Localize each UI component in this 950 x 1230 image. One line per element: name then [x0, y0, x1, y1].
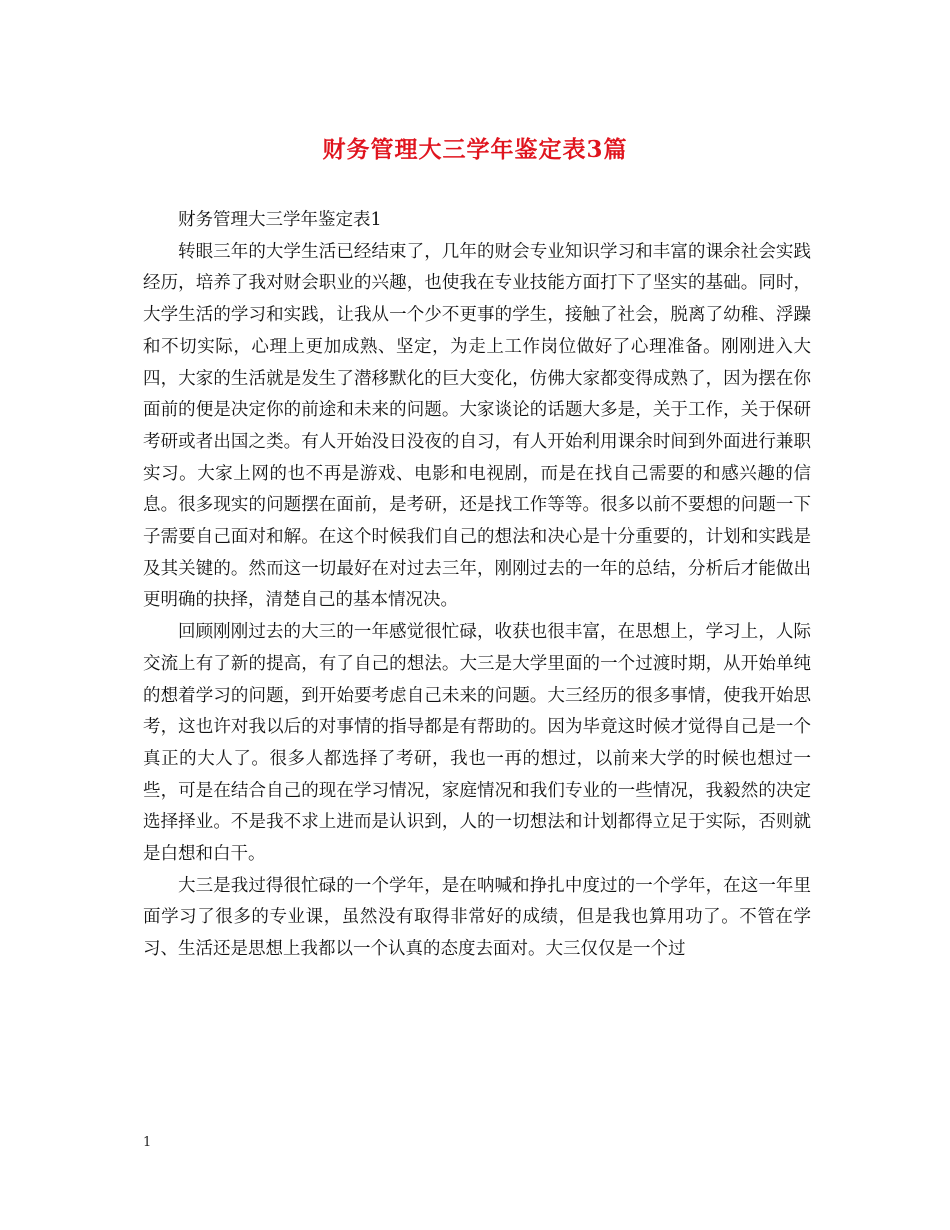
section-heading: 财务管理大三学年鉴定表1 [178, 210, 382, 230]
paragraph-1: 转眼三年的大学生活已经结束了，几年的财会专业知识学习和丰富的课余社会实践经历，培养了我对财会职业的兴趣，也使我在专业技能方面打下了坚实的基础。同时，大学生活的学习和实践，让我从一个少不更事的学生，接触了社会，脱离了幼稚、浮躁和不切实际，心理上更加成熟、坚定，为走上工作岗位做好了心理准备。刚刚进入大四，大家的生活就是发生了潜移默化的巨大变化，仿佛大家都变得成熟了，因为摆在你面前的便是决定你的前途和未来的问题。大家谈论的话题大多是，关于工作，关于保研考研或者出国之类。有人开始没日没夜的自习，有人开始利用课余时间到外面进行兼职实习。大家上网的也不再是游戏、电影和电视剧，而是在找自己需要的和感兴趣的信息。很多现实的问题摆在面前，是考研，还是找工作等等。很多以前不要想的问题一下子需要自己面对和解。在这个时候我们自己的想法和决心是十分重要的，计划和实践是及其关键的。然而这一切最好在对过去三年，刚刚过去的一年的总结，分析后才能做出更明确的抉择，清楚自己的基本情况决。 [143, 241, 811, 611]
paragraph-3: 大三是我过得很忙碌的一个学年，是在呐喊和挣扎中度过的一个学年，在这一年里面学习了很多的专业课，虽然没有取得非常好的成绩，但是我也算用功了。不管在学习、生活还是思想上我都以一个认真的态度去面对。大三仅仅是一个过 [143, 875, 811, 960]
page-number: 1 [143, 1135, 152, 1150]
document-body [143, 205, 811, 966]
paragraph-2: 回顾刚刚过去的大三的一年感觉很忙碌，收获也很丰富，在思想上，学习上，人际交流上有了新的提高，有了自己的想法。大三是大学里面的一个过渡时期，从开始单纯的想着学习的问题，到开始要考虑自己未来的问题。大三经历的很多事情，使我开始思考，这也许对我以后的对事情的指导都是有帮助的。因为毕竟这时候才觉得自己是一个真正的大人了。很多人都选择了考研，我也一再的想过，以前来大学的时候也想过一些，可是在结合自己的现在学习情况，家庭情况和我们专业的一些情况，我毅然的决定选择择业。不是我不求上进而是认识到，人的一切想法和计划都得立足于实际，否则就是白想和白干。 [143, 622, 811, 865]
document-title: 财务管理大三学年鉴定表3篇 [322, 136, 628, 163]
